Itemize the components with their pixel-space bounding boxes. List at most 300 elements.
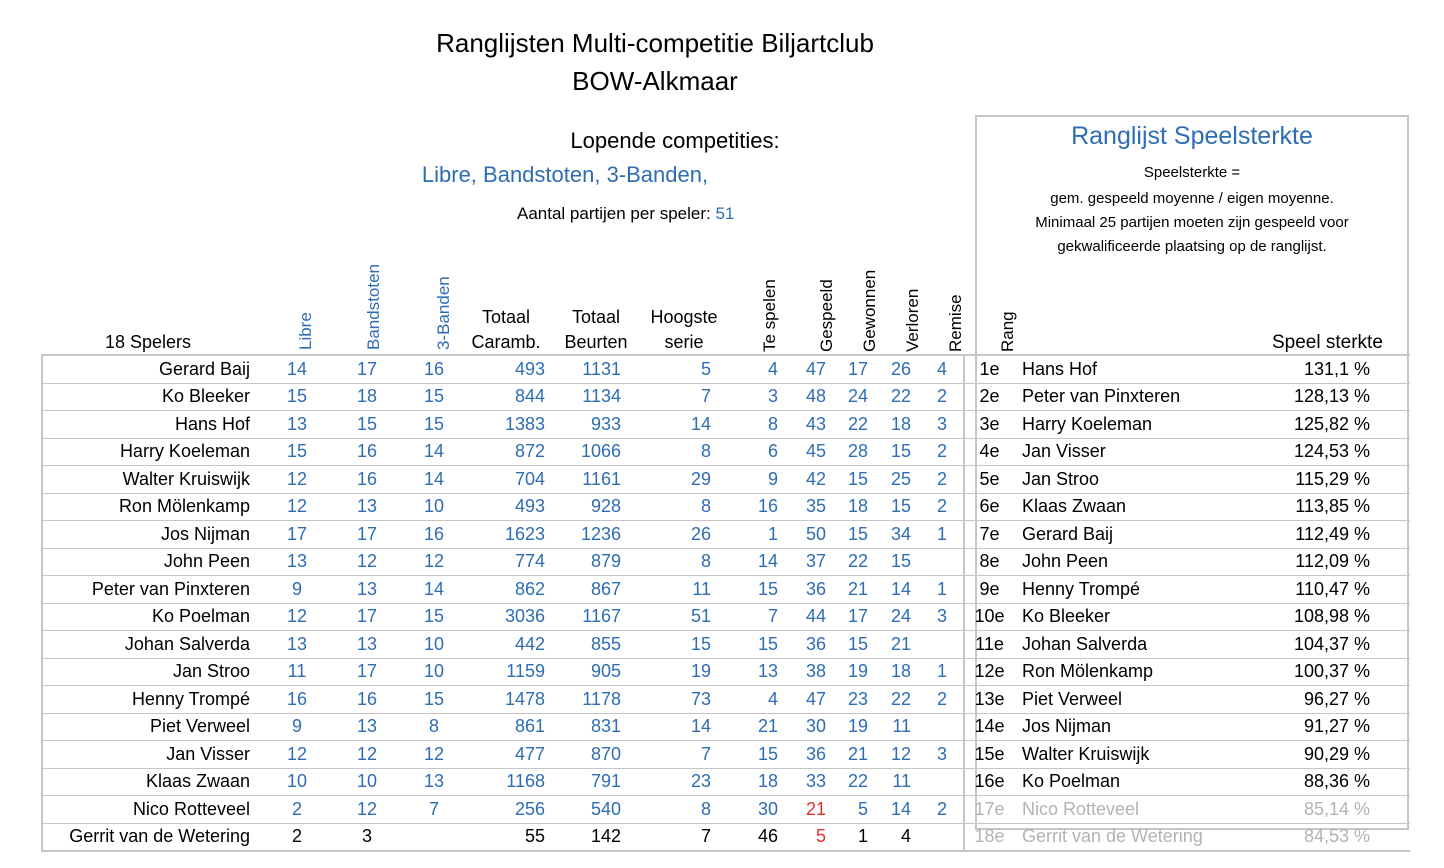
cell-serie: 14	[641, 411, 731, 439]
cell-ver: 24	[874, 603, 917, 631]
cell-perc: 131,1 %	[1234, 355, 1410, 383]
cell-tesp: 18	[731, 768, 784, 796]
cell-libre: 17	[262, 521, 332, 549]
cell-rem: 2	[917, 438, 964, 466]
cell-band: 17	[332, 355, 402, 383]
cell-beu: 1236	[551, 521, 641, 549]
cell-libre: 11	[262, 658, 332, 686]
cell-b3: 15	[402, 603, 466, 631]
cell-rname: Ron Mölenkamp	[1014, 658, 1234, 686]
cell-car: 872	[466, 438, 551, 466]
cell-b3	[402, 823, 466, 851]
cell-gesp: 5	[784, 823, 832, 851]
cell-beu: 1178	[551, 686, 641, 714]
cell-rname: John Peen	[1014, 548, 1234, 576]
cell-name: Jan Visser	[42, 741, 262, 769]
games-per-player-label	[517, 204, 734, 224]
cell-gew: 21	[832, 741, 874, 769]
cell-ver: 26	[874, 355, 917, 383]
cell-name: John Peen	[42, 548, 262, 576]
cell-name: Harry Koeleman	[42, 438, 262, 466]
cell-serie: 8	[641, 438, 731, 466]
cell-perc: 128,13 %	[1234, 383, 1410, 411]
cell-rem: 2	[917, 686, 964, 714]
cell-band: 18	[332, 383, 402, 411]
ranking-desc-1: Speelsterkte =	[1143, 164, 1241, 181]
cell-rname: Walter Kruiswijk	[1014, 741, 1234, 769]
cell-b3: 16	[402, 521, 466, 549]
cell-car: 844	[466, 383, 551, 411]
cell-ver: 15	[874, 438, 917, 466]
cell-gew: 18	[832, 493, 874, 521]
competition-list: Libre, Bandstoten, 3-Banden,	[421, 162, 709, 187]
cell-gesp: 44	[784, 603, 832, 631]
table-row	[42, 521, 1410, 549]
cell-perc: 108,98 %	[1234, 603, 1410, 631]
cell-gesp: 50	[784, 521, 832, 549]
cell-beu: 540	[551, 796, 641, 824]
table-row	[42, 383, 1410, 411]
cell-rang: 16e	[964, 768, 1014, 796]
cell-rang: 2e	[964, 383, 1014, 411]
games-value: 51	[715, 204, 735, 223]
cell-rname: Klaas Zwaan	[1014, 493, 1234, 521]
cell-b3: 16	[402, 355, 466, 383]
cell-libre: 12	[262, 741, 332, 769]
cell-gew: 19	[832, 658, 874, 686]
cell-serie: 29	[641, 466, 731, 494]
header-serie: Hoogste serie	[650, 307, 718, 352]
cell-band: 17	[332, 658, 402, 686]
cell-serie: 11	[641, 576, 731, 604]
cell-rem	[917, 823, 964, 851]
cell-band: 16	[332, 686, 402, 714]
cell-band: 13	[332, 631, 402, 659]
cell-ver: 25	[874, 466, 917, 494]
header-3banden: 3-Banden	[434, 276, 453, 350]
cell-rang: 8e	[964, 548, 1014, 576]
cell-rang: 14e	[964, 713, 1014, 741]
cell-name: Ko Poelman	[42, 603, 262, 631]
cell-rname: Gerrit van de Wetering	[1014, 823, 1234, 851]
cell-ver: 11	[874, 768, 917, 796]
cell-ver: 11	[874, 713, 917, 741]
header-gespeeld: Gespeeld	[817, 279, 836, 352]
cell-gew: 15	[832, 466, 874, 494]
cell-car: 774	[466, 548, 551, 576]
cell-tesp: 15	[731, 631, 784, 659]
cell-ver: 4	[874, 823, 917, 851]
table-row	[42, 713, 1410, 741]
cell-rang: 17e	[964, 796, 1014, 824]
cell-perc: 96,27 %	[1234, 686, 1410, 714]
cell-b3: 15	[402, 383, 466, 411]
cell-beu: 867	[551, 576, 641, 604]
cell-band: 13	[332, 576, 402, 604]
ranking-desc-4: gekwalificeerde plaatsing op de ranglijst.	[1057, 238, 1327, 255]
cell-rname: Nico Rotteveel	[1014, 796, 1234, 824]
cell-libre: 13	[262, 631, 332, 659]
cell-libre: 13	[262, 548, 332, 576]
cell-band: 10	[332, 768, 402, 796]
cell-perc: 112,49 %	[1234, 521, 1410, 549]
table-body	[42, 355, 1410, 851]
cell-beu: 1131	[551, 355, 641, 383]
cell-name: Ko Bleeker	[42, 383, 262, 411]
cell-tesp: 15	[731, 576, 784, 604]
cell-perc: 91,27 %	[1234, 713, 1410, 741]
cell-ver: 21	[874, 631, 917, 659]
table-row	[42, 796, 1410, 824]
cell-beu: 905	[551, 658, 641, 686]
cell-gew: 24	[832, 383, 874, 411]
cell-band: 3	[332, 823, 402, 851]
cell-car: 1383	[466, 411, 551, 439]
cell-rang: 10e	[964, 603, 1014, 631]
cell-perc: 110,47 %	[1234, 576, 1410, 604]
cell-perc: 85,14 %	[1234, 796, 1410, 824]
table-row	[42, 603, 1410, 631]
cell-beu: 855	[551, 631, 641, 659]
cell-b3: 10	[402, 493, 466, 521]
cell-b3: 8	[402, 713, 466, 741]
header-libre: Libre	[296, 312, 315, 350]
cell-perc: 115,29 %	[1234, 466, 1410, 494]
cell-serie: 73	[641, 686, 731, 714]
cell-gesp: 45	[784, 438, 832, 466]
cell-tesp: 16	[731, 493, 784, 521]
cell-tesp: 46	[731, 823, 784, 851]
header-bandstoten: Bandstoten	[364, 263, 383, 350]
cell-car: 256	[466, 796, 551, 824]
cell-rname: Hans Hof	[1014, 355, 1234, 383]
cell-gew: 1	[832, 823, 874, 851]
header-beurten: Totaal Beurten	[564, 307, 628, 352]
cell-ver: 15	[874, 493, 917, 521]
cell-name: Peter van Pinxteren	[42, 576, 262, 604]
cell-serie: 8	[641, 796, 731, 824]
cell-serie: 15	[641, 631, 731, 659]
table-row	[42, 823, 1410, 851]
cell-beu: 791	[551, 768, 641, 796]
ranking-title: Ranglijst Speelsterkte	[1071, 122, 1313, 150]
cell-rname: Jan Visser	[1014, 438, 1234, 466]
cell-serie: 5	[641, 355, 731, 383]
cell-perc: 113,85 %	[1234, 493, 1410, 521]
cell-beu: 933	[551, 411, 641, 439]
cell-beu: 879	[551, 548, 641, 576]
cell-serie: 26	[641, 521, 731, 549]
cell-tesp: 4	[731, 686, 784, 714]
cell-ver: 22	[874, 686, 917, 714]
cell-perc: 124,53 %	[1234, 438, 1410, 466]
cell-tesp: 15	[731, 741, 784, 769]
cell-rang: 5e	[964, 466, 1014, 494]
cell-b3: 10	[402, 658, 466, 686]
cell-tesp: 13	[731, 658, 784, 686]
cell-car: 861	[466, 713, 551, 741]
cell-name: Jos Nijman	[42, 521, 262, 549]
cell-band: 13	[332, 493, 402, 521]
cell-beu: 1167	[551, 603, 641, 631]
cell-tesp: 30	[731, 796, 784, 824]
cell-gew: 22	[832, 768, 874, 796]
cell-b3: 12	[402, 548, 466, 576]
cell-gew: 28	[832, 438, 874, 466]
cell-libre: 14	[262, 355, 332, 383]
cell-gew: 15	[832, 521, 874, 549]
page-title: Ranglijsten Multi-competitie Biljartclub	[436, 28, 874, 58]
cell-perc: 88,36 %	[1234, 768, 1410, 796]
cell-b3: 15	[402, 411, 466, 439]
table-row	[42, 741, 1410, 769]
cell-name: Walter Kruiswijk	[42, 466, 262, 494]
cell-beu: 142	[551, 823, 641, 851]
cell-rem	[917, 713, 964, 741]
cell-libre: 15	[262, 383, 332, 411]
header-remise: Remise	[946, 294, 965, 352]
cell-gesp: 37	[784, 548, 832, 576]
cell-car: 55	[466, 823, 551, 851]
cell-rname: Ko Bleeker	[1014, 603, 1234, 631]
cell-rem: 1	[917, 658, 964, 686]
cell-gesp: 33	[784, 768, 832, 796]
ranking-desc-2: gem. gespeeld moyenne / eigen moyenne.	[1050, 190, 1334, 207]
cell-rname: Jos Nijman	[1014, 713, 1234, 741]
cell-libre: 2	[262, 796, 332, 824]
cell-rname: Jan Stroo	[1014, 466, 1234, 494]
cell-name: Klaas Zwaan	[42, 768, 262, 796]
cell-perc: 112,09 %	[1234, 548, 1410, 576]
table-row	[42, 411, 1410, 439]
cell-rem: 2	[917, 796, 964, 824]
cell-rname: Henny Trompé	[1014, 576, 1234, 604]
cell-band: 12	[332, 796, 402, 824]
cell-car: 3036	[466, 603, 551, 631]
cell-gew: 21	[832, 576, 874, 604]
cell-b3: 13	[402, 768, 466, 796]
cell-gesp: 47	[784, 686, 832, 714]
cell-band: 16	[332, 466, 402, 494]
cell-tesp: 4	[731, 355, 784, 383]
cell-beu: 831	[551, 713, 641, 741]
cell-name: Johan Salverda	[42, 631, 262, 659]
cell-car: 442	[466, 631, 551, 659]
cell-band: 15	[332, 411, 402, 439]
cell-name: Gerard Baij	[42, 355, 262, 383]
header-gewonnen: Gewonnen	[860, 269, 879, 352]
cell-band: 17	[332, 603, 402, 631]
cell-libre: 9	[262, 713, 332, 741]
cell-band: 17	[332, 521, 402, 549]
cell-b3: 7	[402, 796, 466, 824]
cell-rang: 4e	[964, 438, 1014, 466]
cell-rem: 3	[917, 741, 964, 769]
page-subtitle: BOW-Alkmaar	[572, 66, 738, 96]
cell-tesp: 1	[731, 521, 784, 549]
cell-gew: 17	[832, 355, 874, 383]
cell-car: 1168	[466, 768, 551, 796]
cell-ver: 22	[874, 383, 917, 411]
cell-gesp: 42	[784, 466, 832, 494]
cell-rname: Ko Poelman	[1014, 768, 1234, 796]
cell-gew: 22	[832, 411, 874, 439]
cell-tesp: 8	[731, 411, 784, 439]
cell-libre: 12	[262, 466, 332, 494]
cell-gesp: 35	[784, 493, 832, 521]
cell-b3: 14	[402, 466, 466, 494]
cell-beu: 1066	[551, 438, 641, 466]
cell-car: 493	[466, 355, 551, 383]
cell-band: 12	[332, 548, 402, 576]
cell-serie: 19	[641, 658, 731, 686]
header-te-spelen: Te spelen	[760, 279, 779, 352]
cell-libre: 2	[262, 823, 332, 851]
cell-rname: Johan Salverda	[1014, 631, 1234, 659]
cell-libre: 16	[262, 686, 332, 714]
cell-ver: 14	[874, 576, 917, 604]
cell-gesp: 36	[784, 576, 832, 604]
table-row	[42, 768, 1410, 796]
cell-perc: 84,53 %	[1234, 823, 1410, 851]
cell-tesp: 14	[731, 548, 784, 576]
table-row	[42, 466, 1410, 494]
cell-beu: 1161	[551, 466, 641, 494]
cell-b3: 14	[402, 576, 466, 604]
cell-rang: 7e	[964, 521, 1014, 549]
cell-ver: 18	[874, 658, 917, 686]
cell-libre: 12	[262, 493, 332, 521]
cell-rname: Gerard Baij	[1014, 521, 1234, 549]
cell-rang: 6e	[964, 493, 1014, 521]
cell-gew: 22	[832, 548, 874, 576]
cell-rem: 2	[917, 383, 964, 411]
competition-heading: Lopende competities:	[570, 128, 780, 153]
cell-gesp: 47	[784, 355, 832, 383]
cell-tesp: 7	[731, 603, 784, 631]
cell-serie: 51	[641, 603, 731, 631]
cell-gesp: 43	[784, 411, 832, 439]
cell-perc: 125,82 %	[1234, 411, 1410, 439]
cell-name: Nico Rotteveel	[42, 796, 262, 824]
cell-serie: 23	[641, 768, 731, 796]
cell-b3: 14	[402, 438, 466, 466]
header-players: 18 Spelers	[105, 332, 192, 352]
cell-b3: 10	[402, 631, 466, 659]
cell-beu: 1134	[551, 383, 641, 411]
cell-gew: 19	[832, 713, 874, 741]
cell-libre: 9	[262, 576, 332, 604]
cell-gesp: 30	[784, 713, 832, 741]
cell-serie: 7	[641, 741, 731, 769]
cell-tesp: 6	[731, 438, 784, 466]
ranking-table	[41, 354, 1410, 852]
cell-name: Piet Verweel	[42, 713, 262, 741]
header-rang: Rang	[998, 311, 1017, 352]
cell-libre: 13	[262, 411, 332, 439]
cell-rem: 2	[917, 493, 964, 521]
table-row	[42, 438, 1410, 466]
cell-rang: 15e	[964, 741, 1014, 769]
cell-rem: 3	[917, 603, 964, 631]
table-row	[42, 631, 1410, 659]
cell-gesp: 21	[784, 796, 832, 824]
cell-rang: 11e	[964, 631, 1014, 659]
cell-gesp: 48	[784, 383, 832, 411]
cell-car: 1623	[466, 521, 551, 549]
cell-car: 477	[466, 741, 551, 769]
cell-tesp: 3	[731, 383, 784, 411]
cell-band: 12	[332, 741, 402, 769]
cell-ver: 15	[874, 548, 917, 576]
cell-band: 16	[332, 438, 402, 466]
cell-b3: 12	[402, 741, 466, 769]
cell-tesp: 9	[731, 466, 784, 494]
header-caramb: Totaal Caramb.	[471, 307, 541, 352]
cell-serie: 8	[641, 493, 731, 521]
cell-perc: 90,29 %	[1234, 741, 1410, 769]
cell-b3: 15	[402, 686, 466, 714]
games-label: Aantal partijen per speler:	[517, 204, 711, 223]
cell-serie: 8	[641, 548, 731, 576]
table-row	[42, 493, 1410, 521]
table-row	[42, 548, 1410, 576]
cell-tesp: 21	[731, 713, 784, 741]
cell-serie: 14	[641, 713, 731, 741]
cell-band: 13	[332, 713, 402, 741]
cell-libre: 10	[262, 768, 332, 796]
cell-ver: 12	[874, 741, 917, 769]
cell-name: Henny Trompé	[42, 686, 262, 714]
table-row	[42, 658, 1410, 686]
cell-car: 493	[466, 493, 551, 521]
cell-rang: 12e	[964, 658, 1014, 686]
cell-gew: 17	[832, 603, 874, 631]
cell-car: 704	[466, 466, 551, 494]
cell-rem	[917, 548, 964, 576]
cell-rem: 1	[917, 521, 964, 549]
cell-gesp: 36	[784, 741, 832, 769]
cell-rang: 1e	[964, 355, 1014, 383]
cell-gesp: 38	[784, 658, 832, 686]
cell-gesp: 36	[784, 631, 832, 659]
cell-car: 1159	[466, 658, 551, 686]
cell-rang: 9e	[964, 576, 1014, 604]
table-row	[42, 576, 1410, 604]
table-row	[42, 686, 1410, 714]
cell-gew: 23	[832, 686, 874, 714]
cell-name: Jan Stroo	[42, 658, 262, 686]
cell-name: Gerrit van de Wetering	[42, 823, 262, 851]
cell-ver: 14	[874, 796, 917, 824]
ranking-desc-3: Minimaal 25 partijen moeten zijn gespeeld voor	[1035, 214, 1349, 231]
cell-rang: 13e	[964, 686, 1014, 714]
cell-ver: 18	[874, 411, 917, 439]
cell-car: 862	[466, 576, 551, 604]
cell-libre: 15	[262, 438, 332, 466]
cell-rem: 2	[917, 466, 964, 494]
cell-serie: 7	[641, 823, 731, 851]
cell-name: Ron Mölenkamp	[42, 493, 262, 521]
header-verloren: Verloren	[903, 288, 922, 352]
header-speelsterkte: Speel sterkte	[1272, 332, 1383, 353]
cell-car: 1478	[466, 686, 551, 714]
cell-rang: 3e	[964, 411, 1014, 439]
cell-rem: 1	[917, 576, 964, 604]
cell-rem: 4	[917, 355, 964, 383]
cell-ver: 34	[874, 521, 917, 549]
cell-libre: 12	[262, 603, 332, 631]
